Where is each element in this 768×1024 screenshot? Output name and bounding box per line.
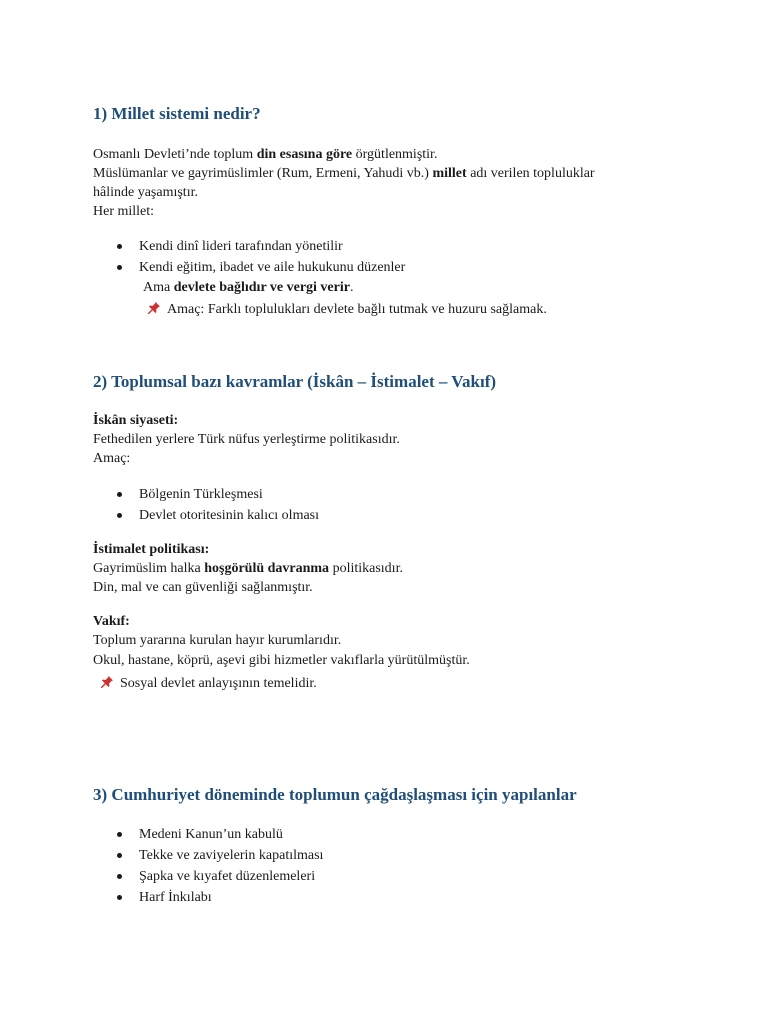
s1-amac-line: [147, 300, 547, 319]
list-item: Bölgenin Türkleşmesi: [117, 484, 319, 505]
vakif-line-1: Toplum yararına kurulan hayır kurumlarıdır.: [93, 633, 342, 648]
s1-line-2-a: Müslümanlar ve gayrimüslimler (Rum, Ermeni, Yahudi vb.): [93, 166, 433, 181]
iskan-bullet-list: [117, 484, 319, 526]
list-item: Medeni Kanun’un kabulü: [117, 824, 323, 845]
section-2-title: 2) Toplumsal bazı kavramlar (İskân – İstimalet – Vakıf): [93, 372, 497, 391]
section-3-title: 3) Cumhuriyet döneminde toplumun çağdaşlaşması için yapılanlar: [93, 785, 577, 804]
list-item: Devlet otoritesinin kalıcı olması: [117, 505, 319, 526]
iskan-line-2: Amaç:: [93, 451, 131, 466]
s1-bullet-list: [117, 236, 405, 278]
s1-line-1-bold: din esasına göre: [256, 147, 353, 162]
s3-bullet-list: [117, 824, 323, 908]
s1-line-1-a: Osmanlı Devleti’nde toplum: [93, 147, 257, 162]
vakif-heading: Vakıf:: [93, 614, 130, 629]
s1-line-2: [93, 164, 595, 183]
s1-line-4: Her millet:: [93, 204, 155, 219]
vakif-line-3-text: Sosyal devlet anlayışının temelidir.: [120, 676, 317, 691]
istimalet-heading: İstimalet politikası:: [93, 542, 210, 557]
s1-ama-line: [143, 278, 353, 297]
iskan-heading: İskân siyaseti:: [93, 413, 179, 428]
list-item: Tekke ve zaviyelerin kapatılması: [117, 845, 323, 866]
s1-line-2-bold: millet: [432, 166, 467, 181]
istimalet-line-1-a: Gayrimüslim halka: [93, 561, 205, 576]
vakif-line-2: Okul, hastane, köprü, aşevi gibi hizmetler vakıflarla yürütülmüştür.: [93, 653, 470, 668]
istimalet-line-2: Din, mal ve can güvenliği sağlanmıştır.: [93, 580, 313, 595]
istimalet-line-1: [93, 559, 403, 578]
list-item: Kendi eğitim, ibadet ve aile hukukunu düzenler: [117, 257, 405, 278]
istimalet-line-1-bold: hoşgörülü davranma: [204, 561, 330, 576]
s1-line-3: hâlinde yaşamıştır.: [93, 185, 198, 200]
s1-ama-a: Ama: [143, 280, 174, 295]
s1-amac-text: Amaç: Farklı toplulukları devlete bağlı tutmak ve huzuru sağlamak.: [167, 302, 547, 317]
section-1-title: 1) Millet sistemi nedir?: [93, 104, 261, 123]
s1-ama-bold: devlete bağlıdır ve vergi verir: [173, 280, 350, 295]
list-item: Harf İnkılabı: [117, 887, 323, 908]
vakif-line-3: [100, 674, 317, 693]
pushpin-icon: [147, 301, 161, 315]
s1-ama-c: .: [349, 280, 354, 295]
s1-line-2-c: adı verilen topluluklar: [466, 166, 595, 181]
list-item: Şapka ve kıyafet düzenlemeleri: [117, 866, 323, 887]
pushpin-icon: [100, 675, 114, 689]
s1-line-1: [93, 145, 437, 164]
istimalet-line-1-c: politikasıdır.: [329, 561, 403, 576]
s1-line-1-c: örgütlenmiştir.: [352, 147, 438, 162]
iskan-line-1: Fethedilen yerlere Türk nüfus yerleştirme politikasıdır.: [93, 432, 400, 447]
list-item: Kendi dinî lideri tarafından yönetilir: [117, 236, 405, 257]
